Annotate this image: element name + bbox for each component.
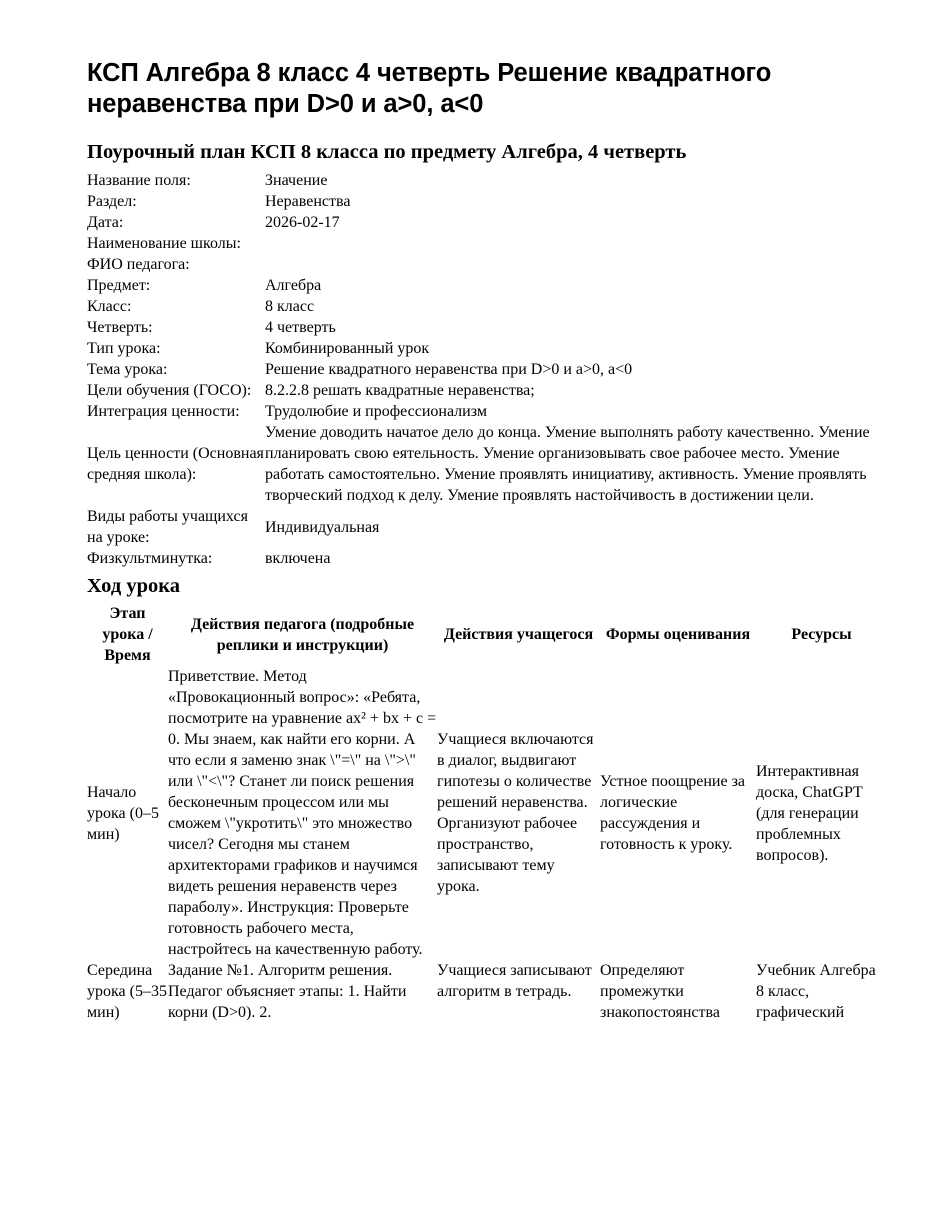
plan-subtitle: Поурочный план КСП 8 класса по предмету Алгебра, 4 четверть [87,141,687,163]
info-key: Дата: [87,214,124,231]
info-row [87,296,887,317]
info-value: Неравенства [265,193,351,210]
info-value: 8 класс [265,298,315,315]
info-row [87,254,887,275]
info-row [87,548,887,569]
info-row [87,317,887,338]
lesson-cell: Начало урока (0–5 мин) [87,783,159,843]
info-value [265,233,887,254]
info-value: Умение доводить начатое дело до конца. Умение выполнять работу качественно. Умение планировать свою еятельность. Умение организовывать свое рабочее место. Умение работать самостоятельно. Умение проявлять инициативу, активность. Умение проявлять творческий подход к делу. Умение проявлять настойчивость в достижении цели. [265,424,870,504]
lesson-cell: Середина урока (5–35 мин) [87,962,167,1021]
lesson-column-header: Действия педагога (подробные реплики и инструкции) [190,615,415,654]
info-value: 2026-02-17 [265,214,340,231]
info-key: Виды работы учащихся на уроке: [87,508,248,546]
info-key: Раздел: [87,193,137,210]
lesson-flow-table [87,603,887,1023]
info-value: 8.2.2.8 решать квадратные неравенства; [265,382,535,399]
info-row [87,380,887,401]
info-row [87,359,887,380]
info-key: Интеграция ценности: [87,403,240,420]
info-key: Класс: [87,298,132,315]
info-key: Четверть: [87,319,153,336]
lesson-cell: Устное поощрение за логические рассуждения и готовность к уроку. [600,773,745,853]
info-key: Наименование школы: [87,235,241,252]
lesson-column-header: Этап урока / Время [102,605,153,664]
info-row [87,401,887,422]
lesson-row [87,960,887,1023]
info-value: Комбинированный урок [265,340,430,357]
info-key: Тема урока: [87,361,168,378]
info-value: Значение [265,172,328,189]
info-value: Трудолюбие и профессионализм [265,403,487,420]
lesson-cell: Приветствие. Метод «Провокационный вопрос»: «Ребята, посмотрите на уравнение ax² + bx + c = 0. Мы знаем, как найти его корни. А что если я заменю знак \"=\" на \">\" или \"<\"? Станет ли поиск решения бесконечным процессом или мы сможем \"укротить\" это множество чисел? Сегодня мы станем архитекторами графиков и научимся видеть решения неравенств через параболу». Инструкция: Проверьте готовность рабочего места, настройтесь на качественную работу. [168,668,437,958]
info-value: Решение квадратного неравенства при D>0 и a>0, a<0 [265,361,633,378]
info-row [87,275,887,296]
info-key: Название поля: [87,172,191,189]
lesson-column-header: Ресурсы [791,626,852,643]
lesson-cell: Учащиеся включаются в диалог, выдвигают гипотезы о количестве решений неравенства. Организуют рабочее пространство, записывают тему урока. [437,731,594,895]
info-row [87,212,887,233]
info-row [87,338,887,359]
lesson-row [87,666,887,960]
info-value: 4 четверть [265,319,336,336]
info-value: включена [265,550,331,567]
info-key: ФИО педагога: [87,256,190,273]
lesson-cell: Определяют промежутки знакопостоянства [600,962,720,1021]
info-row [87,422,887,506]
lesson-cell: Учащиеся записывают алгоритм в тетрадь. [437,962,592,1000]
lesson-column-header: Действия учащегося [443,626,594,643]
info-row [87,506,887,548]
document-page [87,58,887,1023]
info-row [87,191,887,212]
info-key: Тип урока: [87,340,161,357]
document-title: КСП Алгебра 8 класс 4 четверть Решение квадратного неравенства при D>0 и a>0, a<0 [87,59,772,118]
info-value: Индивидуальная [265,518,380,536]
lesson-cell: Учебник Алгебра 8 класс, графический [756,962,876,1021]
info-key: Цели обучения (ГОСО): [87,382,252,399]
info-value: Алгебра [265,277,322,294]
info-key: Физкультминутка: [87,550,213,567]
lesson-info-table [87,170,887,569]
lesson-column-header: Формы оценивания [605,626,751,643]
info-value [265,254,887,275]
lesson-flow-heading: Ход урока [87,575,180,597]
info-key: Предмет: [87,277,151,294]
info-row [87,233,887,254]
info-key: Цель ценности (Основная средняя школа): [87,445,264,483]
lesson-cell: Интерактивная доска, ChatGPT (для генерации проблемных вопросов). [756,762,863,864]
info-row [87,170,887,191]
lesson-cell: Задание №1. Алгоритм решения. Педагог объясняет этапы: 1. Найти корни (D>0). 2. [168,962,407,1021]
